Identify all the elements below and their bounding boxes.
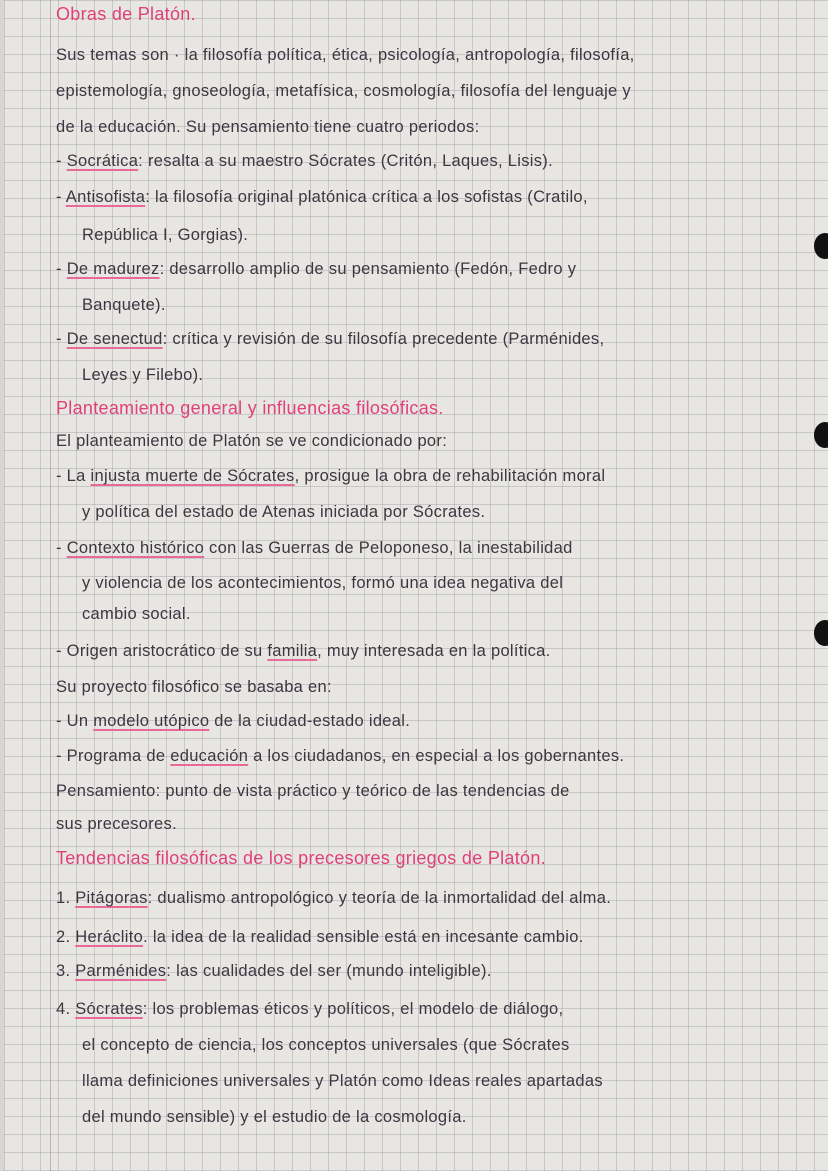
term: Pitágoras [75, 889, 148, 907]
text-line: el concepto de ciencia, los conceptos universales (que Sócrates [82, 1036, 570, 1054]
binder-hole [814, 422, 828, 448]
term: modelo utópico [93, 712, 210, 730]
text-line: de la educación. Su pensamiento tiene cuatro periodos: [56, 118, 480, 136]
text-line: Leyes y Filebo). [82, 366, 204, 384]
term: educación [170, 747, 249, 765]
text-line: llama definiciones universales y Platón como Ideas reales apartadas [82, 1072, 603, 1090]
text-line: Su proyecto filosófico se basaba en: [56, 678, 332, 696]
text-line: y violencia de los acontecimientos, formó una idea negativa del [82, 574, 564, 592]
margin-line [50, 0, 51, 1171]
text-line: Sus temas son · la filosofía política, ética, psicología, antropología, filosofía, [56, 46, 635, 64]
text-line: Banquete). [82, 296, 166, 314]
text-line: cambio social. [82, 605, 191, 623]
term: injusta muerte de Sócrates [90, 467, 295, 485]
text-line: El planteamiento de Platón se ve condicionado por: [56, 432, 448, 450]
text-line: epistemología, gnoseología, metafísica, cosmología, filosofía del lenguaje y [56, 82, 631, 100]
text-line: del mundo sensible) y el estudio de la cosmología. [82, 1108, 467, 1126]
predecessor-item: 4. Sócrates: los problemas éticos y políticos, el modelo de diálogo, [56, 1000, 564, 1018]
influence-item: - La injusta muerte de Sócrates, prosigue la obra de rehabilitación moral [56, 467, 606, 485]
project-item: - Programa de educación a los ciudadanos, en especial a los gobernantes. [56, 747, 625, 765]
influence-item: - Contexto histórico con las Guerras de Peloponeso, la inestabilidad [56, 539, 573, 557]
text-line: sus precesores. [56, 815, 177, 833]
period-item: - Socrática: resalta a su maestro Sócrates (Critón, Laques, Lisis). [56, 152, 553, 170]
predecessor-item: 2. Heráclito. la idea de la realidad sensible está en incesante cambio. [56, 928, 584, 946]
term: Contexto histórico [66, 539, 205, 557]
predecessor-item: 3. Parménides: las cualidades del ser (mundo inteligible). [56, 962, 492, 980]
term: Sócrates [75, 1000, 143, 1018]
text-line: Pensamiento: punto de vista práctico y teórico de las tendencias de [56, 782, 570, 800]
predecessor-item: 1. Pitágoras: dualismo antropológico y teoría de la inmortalidad del alma. [56, 889, 612, 907]
term: Parménides [75, 962, 167, 980]
notebook-page [4, 0, 828, 1171]
term: De madurez [66, 260, 160, 278]
term: familia [267, 642, 318, 660]
term: De senectud [66, 330, 163, 348]
term: Antisofista [65, 188, 146, 206]
heading-obras: Obras de Platón. [56, 4, 196, 24]
binder-hole [814, 233, 828, 259]
term: Socrática [66, 152, 139, 170]
text-line: y política del estado de Atenas iniciada por Sócrates. [82, 503, 486, 521]
period-item: - De senectud: crítica y revisión de su filosofía precedente (Parménides, [56, 330, 605, 348]
project-item: - Un modelo utópico de la ciudad-estado ideal. [56, 712, 411, 730]
influence-item: - Origen aristocrático de su familia, muy interesada en la política. [56, 642, 551, 660]
text-line: República I, Gorgias). [82, 226, 249, 244]
period-item: - De madurez: desarrollo amplio de su pensamiento (Fedón, Fedro y [56, 260, 577, 278]
binder-hole [814, 620, 828, 646]
heading-planteamiento: Planteamiento general y influencias filosóficas. [56, 398, 444, 418]
period-item: - Antisofista: la filosofía original platónica crítica a los sofistas (Cratilo, [56, 188, 588, 206]
heading-tendencias: Tendencias filosóficas de los precesores griegos de Platón. [56, 848, 546, 868]
term: Heráclito [75, 928, 144, 946]
